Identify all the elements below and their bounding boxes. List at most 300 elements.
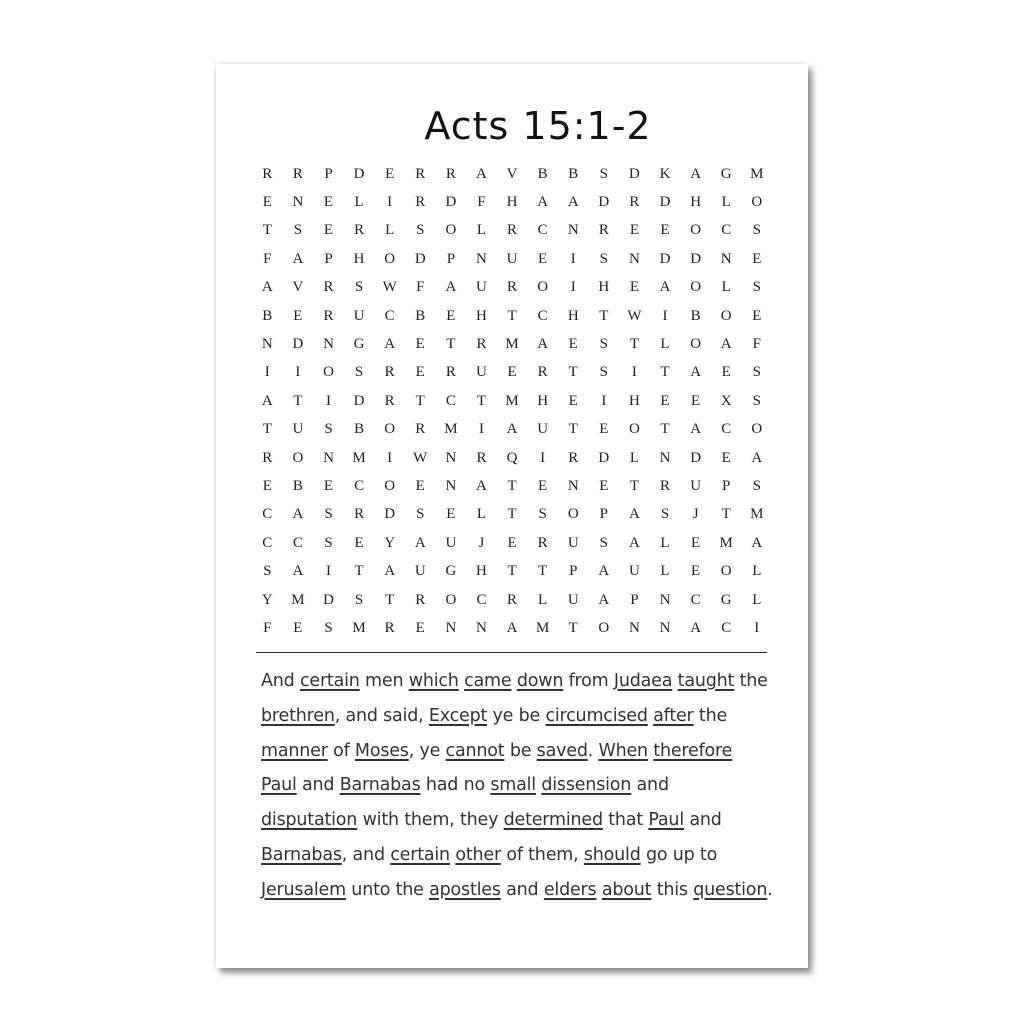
grid-letter: O <box>445 222 457 239</box>
grid-row <box>252 557 772 585</box>
grid-letter: U <box>414 563 426 580</box>
grid-letter: U <box>506 250 518 267</box>
grid-letter: B <box>568 165 579 182</box>
grid-letter: S <box>538 506 547 523</box>
grid-letter: A <box>751 449 763 466</box>
grid-letter: H <box>598 279 610 296</box>
grid-letter: O <box>537 279 549 296</box>
grid-letter: A <box>292 506 304 523</box>
grid-letter: E <box>262 194 272 211</box>
grid-letter: M <box>352 449 366 466</box>
grid-letter: M <box>750 165 764 182</box>
passage-text: the <box>693 705 728 726</box>
grid-letter: I <box>325 392 331 409</box>
hidden-word: manner <box>261 740 328 761</box>
grid-letter: S <box>752 364 761 381</box>
grid-letter: E <box>323 222 334 239</box>
grid-letter: R <box>507 591 518 608</box>
grid-letter: D <box>659 194 671 211</box>
hidden-word: circumcised <box>545 705 648 726</box>
grid-letter: A <box>567 194 579 211</box>
grid-letter: H <box>690 194 702 211</box>
passage-text: be <box>504 740 537 761</box>
grid-letter: A <box>598 591 610 608</box>
grid-letter: O <box>323 364 334 381</box>
grid-letter: A <box>537 194 549 211</box>
grid-letter: E <box>721 364 731 381</box>
grid-letter: U <box>292 421 304 438</box>
passage-text: of <box>327 740 355 761</box>
grid-letter: T <box>415 392 425 409</box>
grid-letter: U <box>353 307 365 324</box>
grid-letter: E <box>660 222 670 239</box>
grid-letter: F <box>752 336 761 353</box>
grid-letter: D <box>292 336 304 353</box>
grid-letter: D <box>629 165 640 182</box>
grid-letter: E <box>599 477 609 494</box>
grid-row <box>252 387 772 415</box>
grid-letter: P <box>324 250 333 267</box>
grid-letter: G <box>445 563 457 580</box>
grid-letter: T <box>262 222 272 239</box>
hidden-word: apostles <box>429 879 501 900</box>
divider <box>256 652 767 653</box>
grid-letter: N <box>476 250 487 267</box>
grid-letter: S <box>324 534 333 551</box>
grid-letter: H <box>353 250 365 267</box>
grid-letter: R <box>507 222 518 239</box>
grid-letter: C <box>721 619 732 636</box>
hidden-word: Barnabas <box>339 775 421 796</box>
grid-letter: C <box>292 534 303 551</box>
grid-letter: R <box>415 421 426 438</box>
grid-letter: E <box>752 307 762 324</box>
grid-letter: A <box>261 392 273 409</box>
grid-letter: D <box>598 194 610 211</box>
grid-letter: U <box>537 421 549 438</box>
grid-letter: R <box>660 477 671 494</box>
word-search-grid <box>252 160 772 643</box>
grid-letter: S <box>324 506 333 523</box>
hidden-word: Except <box>428 705 488 726</box>
grid-letter: Y <box>261 591 273 608</box>
grid-letter: O <box>690 336 702 353</box>
grid-letter: L <box>752 591 762 608</box>
hidden-word: Jerusalem <box>261 879 346 900</box>
hidden-word: When <box>598 740 648 761</box>
grid-letter: E <box>415 364 425 381</box>
grid-letter: E <box>629 279 639 296</box>
passage-text: go up to <box>640 844 718 865</box>
grid-letter: T <box>568 421 578 438</box>
grid-letter: T <box>660 364 670 381</box>
grid-letter: I <box>295 364 301 381</box>
grid-letter: I <box>387 449 393 466</box>
grid-letter: L <box>476 222 487 239</box>
grid-letter: D <box>690 449 702 466</box>
grid-letter: E <box>323 477 334 494</box>
grid-letter: B <box>415 307 426 324</box>
grid-letter: T <box>629 336 639 353</box>
grid-letter: R <box>323 307 334 324</box>
passage-line <box>261 768 781 803</box>
grid-row <box>252 416 772 444</box>
grid-letter: O <box>384 477 396 494</box>
grid-letter: E <box>538 477 548 494</box>
grid-letter: O <box>598 619 610 636</box>
passage-text: and <box>296 775 340 796</box>
grid-letter: O <box>384 421 396 438</box>
grid-letter: O <box>629 421 640 438</box>
grid-letter: H <box>567 307 579 324</box>
grid-row <box>252 330 772 358</box>
hidden-word: dissension <box>541 775 632 796</box>
grid-letter: N <box>567 222 579 239</box>
hidden-word: question <box>693 879 768 900</box>
grid-letter: W <box>413 449 428 466</box>
grid-letter: O <box>445 591 457 608</box>
hidden-word: should <box>583 844 641 865</box>
grid-letter: S <box>752 279 761 296</box>
grid-letter: S <box>416 506 425 523</box>
grid-letter: N <box>629 250 640 267</box>
grid-row <box>252 444 772 472</box>
grid-letter: R <box>445 165 456 182</box>
grid-letter: C <box>262 534 273 551</box>
grid-letter: I <box>631 364 637 381</box>
grid-row <box>252 586 772 614</box>
grid-letter: U <box>476 364 487 381</box>
grid-letter: L <box>476 506 487 523</box>
passage-text: of them, <box>500 844 584 865</box>
grid-letter: E <box>262 477 272 494</box>
grid-letter: T <box>293 392 303 409</box>
grid-letter: N <box>323 336 334 353</box>
grid-letter: P <box>446 250 456 267</box>
grid-letter: S <box>599 165 608 182</box>
grid-letter: F <box>263 250 272 267</box>
grid-letter: X <box>720 392 732 409</box>
worksheet-page <box>216 64 808 968</box>
grid-letter: A <box>506 619 518 636</box>
grid-letter: C <box>384 307 395 324</box>
grid-letter: O <box>690 279 702 296</box>
passage-text: , and <box>341 844 391 865</box>
hidden-word: determined <box>503 810 603 831</box>
grid-letter: E <box>354 534 364 551</box>
grid-letter: O <box>690 222 702 239</box>
grid-letter: O <box>751 421 763 438</box>
hidden-word: which <box>408 671 459 691</box>
grid-letter: M <box>505 392 519 409</box>
grid-letter: A <box>690 364 702 381</box>
grid-letter: D <box>353 392 365 409</box>
grid-letter: A <box>506 421 518 438</box>
grid-letter: Q <box>506 449 518 466</box>
grid-letter: A <box>751 534 763 551</box>
grid-letter: A <box>414 534 426 551</box>
grid-letter: E <box>568 392 578 409</box>
grid-letter: I <box>264 364 270 381</box>
hidden-word: came <box>464 671 512 691</box>
grid-letter: L <box>721 194 731 211</box>
passage-text: had no <box>420 775 491 796</box>
grid-letter: P <box>324 165 333 182</box>
grid-letter: K <box>659 165 671 182</box>
grid-letter: S <box>293 222 303 239</box>
grid-letter: A <box>384 563 396 580</box>
hidden-word: elders <box>543 879 597 900</box>
grid-letter: M <box>291 591 305 608</box>
passage-text: that <box>602 810 649 831</box>
grid-letter: A <box>261 279 273 296</box>
grid-letter: N <box>567 477 579 494</box>
grid-letter: B <box>292 477 303 494</box>
grid-letter: T <box>660 421 670 438</box>
grid-letter: C <box>690 591 701 608</box>
passage-text: men <box>359 671 409 691</box>
grid-letter: E <box>415 336 425 353</box>
grid-letter: R <box>507 279 518 296</box>
grid-row <box>252 188 772 216</box>
hidden-word: after <box>653 705 694 726</box>
grid-letter: E <box>293 619 303 636</box>
grid-letter: M <box>505 336 519 353</box>
grid-letter: S <box>354 279 364 296</box>
grid-letter: E <box>446 506 456 523</box>
grid-letter: D <box>384 506 396 523</box>
grid-letter: O <box>720 563 732 580</box>
grid-letter: L <box>660 336 670 353</box>
grid-letter: N <box>659 449 671 466</box>
hidden-word: about <box>601 879 652 900</box>
grid-letter: H <box>629 392 640 409</box>
grid-letter: R <box>384 619 395 636</box>
grid-letter: L <box>660 563 670 580</box>
grid-letter: N <box>445 619 457 636</box>
grid-letter: L <box>385 222 395 239</box>
grid-letter: T <box>507 307 517 324</box>
hidden-word: other <box>455 844 501 865</box>
passage-text: , and said, <box>334 705 429 726</box>
hidden-word: down <box>516 671 564 691</box>
grid-letter: C <box>354 477 365 494</box>
grid-letter: A <box>720 336 732 353</box>
grid-letter: C <box>537 222 548 239</box>
grid-letter: D <box>598 449 610 466</box>
grid-letter: S <box>324 421 333 438</box>
grid-letter: S <box>599 250 608 267</box>
grid-letter: N <box>323 449 334 466</box>
grid-row <box>252 501 772 529</box>
grid-letter: H <box>537 392 549 409</box>
grid-letter: I <box>601 392 607 409</box>
grid-letter: I <box>754 619 760 636</box>
grid-letter: N <box>445 449 457 466</box>
passage-text: with them, they <box>357 810 504 831</box>
grid-letter: G <box>720 165 732 182</box>
grid-letter: S <box>752 477 761 494</box>
grid-letter: P <box>722 477 731 494</box>
passage-text: . <box>587 740 599 761</box>
grid-row <box>252 614 772 642</box>
grid-letter: F <box>416 279 425 296</box>
grid-letter: A <box>659 279 671 296</box>
passage-line <box>261 734 781 769</box>
passage-line <box>261 664 781 699</box>
grid-letter: M <box>444 421 458 438</box>
hidden-word: certain <box>299 671 360 691</box>
grid-letter: R <box>262 165 273 182</box>
grid-letter: A <box>690 619 702 636</box>
grid-letter: A <box>384 336 396 353</box>
grid-letter: M <box>352 619 366 636</box>
grid-letter: R <box>537 534 548 551</box>
grid-row <box>252 217 772 245</box>
hidden-word: Moses <box>354 740 409 761</box>
grid-letter: A <box>292 563 304 580</box>
grid-letter: E <box>660 392 670 409</box>
grid-letter: I <box>387 194 393 211</box>
grid-letter: R <box>476 336 487 353</box>
grid-letter: U <box>567 591 579 608</box>
grid-letter: G <box>353 336 365 353</box>
grid-letter: S <box>599 534 608 551</box>
grid-letter: O <box>720 307 732 324</box>
hidden-word: taught <box>677 671 735 691</box>
grid-letter: L <box>538 591 548 608</box>
grid-letter: A <box>690 421 702 438</box>
grid-letter: M <box>719 534 733 551</box>
grid-letter: L <box>660 534 670 551</box>
grid-letter: E <box>629 222 639 239</box>
grid-letter: P <box>599 506 608 523</box>
grid-letter: F <box>477 194 486 211</box>
grid-letter: R <box>415 194 426 211</box>
grid-letter: E <box>599 421 609 438</box>
grid-letter: R <box>476 449 487 466</box>
hidden-word: Judaea <box>613 671 673 691</box>
passage-text: ye be <box>487 705 546 726</box>
grid-letter: S <box>354 364 364 381</box>
grid-letter: A <box>629 534 640 551</box>
grid-letter: D <box>353 165 365 182</box>
passage-line <box>261 873 781 908</box>
grid-letter: E <box>752 250 762 267</box>
grid-letter: R <box>537 364 548 381</box>
grid-letter: O <box>292 449 304 466</box>
grid-letter: R <box>445 364 456 381</box>
grid-letter: I <box>540 449 546 466</box>
grid-letter: R <box>262 449 273 466</box>
passage-text: unto the <box>345 879 430 900</box>
grid-letter: R <box>292 165 303 182</box>
grid-letter: I <box>570 279 576 296</box>
grid-letter: E <box>446 307 456 324</box>
grid-letter: T <box>507 506 517 523</box>
grid-letter: E <box>538 250 548 267</box>
passage-text: from <box>563 671 614 691</box>
grid-letter: S <box>416 222 425 239</box>
grid-letter: U <box>476 279 487 296</box>
grid-letter: A <box>629 506 640 523</box>
grid-row <box>252 359 772 387</box>
grid-letter: O <box>384 250 396 267</box>
hidden-word: Barnabas <box>261 844 342 865</box>
grid-letter: I <box>570 250 576 267</box>
grid-letter: F <box>263 619 272 636</box>
grid-letter: E <box>385 165 395 182</box>
grid-letter: J <box>692 506 699 523</box>
grid-letter: S <box>599 336 608 353</box>
grid-letter: D <box>445 194 457 211</box>
grid-letter: S <box>263 563 272 580</box>
grid-letter: S <box>599 364 608 381</box>
grid-letter: A <box>690 165 702 182</box>
grid-letter: B <box>690 307 701 324</box>
grid-letter: M <box>535 619 550 636</box>
grid-letter: C <box>476 591 487 608</box>
grid-letter: D <box>690 250 702 267</box>
grid-letter: N <box>629 619 640 636</box>
grid-letter: V <box>506 165 518 182</box>
grid-letter: T <box>507 563 517 580</box>
page-title: Acts 15:1-2 <box>424 104 652 148</box>
grid-letter: A <box>292 250 304 267</box>
hidden-word: cannot <box>445 740 505 761</box>
grid-row <box>252 302 772 330</box>
grid-row <box>252 245 772 273</box>
grid-letter: P <box>630 591 639 608</box>
grid-letter: J <box>478 534 485 551</box>
grid-letter: I <box>662 307 668 324</box>
grid-letter: E <box>415 619 425 636</box>
grid-letter: R <box>629 194 640 211</box>
grid-letter: U <box>690 477 702 494</box>
grid-row <box>252 529 772 557</box>
grid-letter: C <box>721 222 732 239</box>
grid-letter: V <box>292 279 304 296</box>
passage-text: and <box>631 775 669 796</box>
grid-letter: S <box>752 392 761 409</box>
grid-letter: L <box>629 449 639 466</box>
grid-letter: D <box>414 250 426 267</box>
grid-letter: A <box>476 165 487 182</box>
grid-letter: D <box>323 591 334 608</box>
grid-letter: T <box>629 477 639 494</box>
grid-letter: N <box>445 477 457 494</box>
grid-letter: L <box>752 563 762 580</box>
grid-letter: S <box>752 222 761 239</box>
hidden-word: Paul <box>261 775 297 796</box>
passage-text: And <box>261 671 295 691</box>
hidden-word: saved <box>536 740 588 761</box>
grid-letter: E <box>721 449 731 466</box>
grid-letter: S <box>324 619 333 636</box>
grid-letter: C <box>262 506 273 523</box>
grid-letter: N <box>476 619 487 636</box>
grid-letter: W <box>382 279 397 296</box>
grid-letter: S <box>660 506 670 523</box>
grid-letter: A <box>598 563 610 580</box>
grid-letter: C <box>721 421 732 438</box>
grid-letter: S <box>354 591 364 608</box>
grid-letter: R <box>415 591 426 608</box>
grid-letter: R <box>354 506 365 523</box>
passage-text: . <box>767 879 773 900</box>
grid-letter: L <box>354 194 364 211</box>
grid-letter: N <box>659 619 671 636</box>
